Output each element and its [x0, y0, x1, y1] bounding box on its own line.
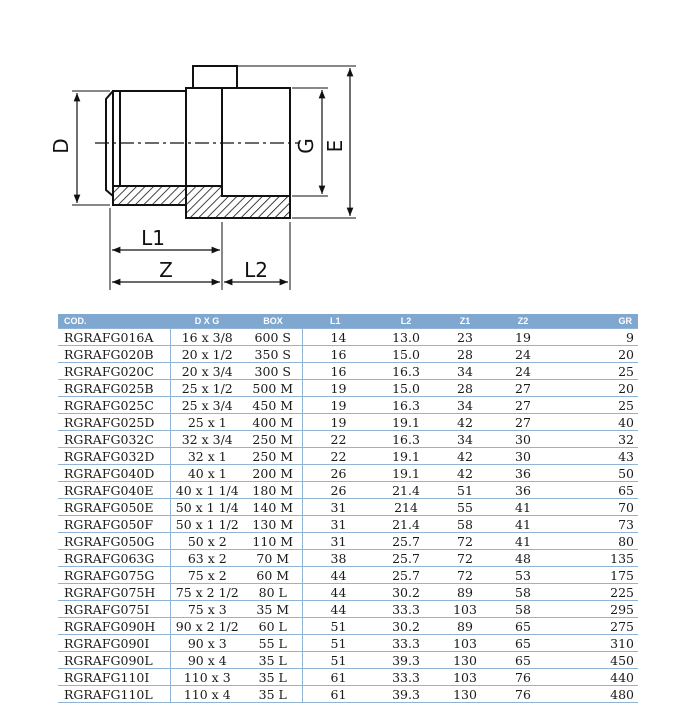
cell-z1: 51 [436, 482, 494, 499]
cell-z2: 58 [494, 601, 552, 618]
cell-cod: RGRAFG050E [58, 499, 170, 516]
reducer-fitting-diagram [0, 0, 700, 310]
table-header-row [58, 314, 638, 329]
cell-z1: 23 [436, 329, 494, 346]
cell-z1: 42 [436, 465, 494, 482]
label-d: D [49, 138, 73, 154]
label-l1: L1 [141, 226, 165, 250]
cell-dxg: 50 x 2 [170, 533, 244, 550]
cell-gr: 32 [552, 431, 638, 448]
cell-gr: 25 [552, 363, 638, 380]
cell-l1: 44 [302, 567, 376, 584]
cell-z2: 41 [494, 499, 552, 516]
cell-dxg: 40 x 1 1/4 [170, 482, 244, 499]
cell-box: 70 M [244, 550, 302, 567]
cell-gr: 20 [552, 380, 638, 397]
cell-box: 300 S [244, 363, 302, 380]
cell-z2: 27 [494, 380, 552, 397]
cell-gr: 65 [552, 482, 638, 499]
header-dxg: D X G [170, 314, 244, 329]
cell-dxg: 63 x 2 [170, 550, 244, 567]
header-gr: GR [552, 314, 638, 329]
cell-box: 35 M [244, 601, 302, 618]
header-cod: COD. [58, 314, 170, 329]
cell-l2: 25.7 [376, 567, 436, 584]
cell-box: 35 L [244, 669, 302, 686]
table-row [58, 516, 638, 533]
cell-l2: 39.3 [376, 686, 436, 703]
cell-z1: 42 [436, 448, 494, 465]
cell-z2: 65 [494, 618, 552, 635]
header-box: BOX [244, 314, 302, 329]
cell-dxg: 50 x 1 1/2 [170, 516, 244, 533]
cell-box: 180 M [244, 482, 302, 499]
cell-z1: 89 [436, 618, 494, 635]
cell-box: 450 M [244, 397, 302, 414]
table-row [58, 601, 638, 618]
cell-dxg: 40 x 1 [170, 465, 244, 482]
cell-z2: 24 [494, 363, 552, 380]
table-row [58, 550, 638, 567]
cell-z1: 34 [436, 431, 494, 448]
cell-box: 55 L [244, 635, 302, 652]
cell-l1: 22 [302, 448, 376, 465]
label-z: Z [159, 258, 173, 282]
cell-l2: 39.3 [376, 652, 436, 669]
table-row [58, 482, 638, 499]
cell-z2: 30 [494, 431, 552, 448]
cell-l1: 16 [302, 346, 376, 363]
cell-box: 350 S [244, 346, 302, 363]
cell-z1: 42 [436, 414, 494, 431]
cell-l1: 38 [302, 550, 376, 567]
header-l2: L2 [376, 314, 436, 329]
cell-l1: 51 [302, 652, 376, 669]
cell-gr: 50 [552, 465, 638, 482]
table-row [58, 329, 638, 346]
cell-gr: 275 [552, 618, 638, 635]
cell-z2: 53 [494, 567, 552, 584]
table-row [58, 618, 638, 635]
cell-gr: 40 [552, 414, 638, 431]
table-row [58, 635, 638, 652]
cell-l1: 31 [302, 499, 376, 516]
cell-z2: 41 [494, 533, 552, 550]
cell-l1: 51 [302, 618, 376, 635]
spec-table [58, 314, 638, 703]
cell-gr: 135 [552, 550, 638, 567]
cell-cod: RGRAFG020B [58, 346, 170, 363]
extension-lines [72, 66, 356, 290]
cell-gr: 295 [552, 601, 638, 618]
cell-box: 250 M [244, 431, 302, 448]
cell-z2: 19 [494, 329, 552, 346]
dimension-lines [77, 68, 350, 282]
cell-l2: 33.3 [376, 669, 436, 686]
cell-z1: 72 [436, 550, 494, 567]
table-row [58, 414, 638, 431]
cell-dxg: 110 x 3 [170, 669, 244, 686]
cell-l1: 19 [302, 414, 376, 431]
cell-z2: 41 [494, 516, 552, 533]
cell-box: 400 M [244, 414, 302, 431]
cell-box: 60 L [244, 618, 302, 635]
cell-cod: RGRAFG040E [58, 482, 170, 499]
cell-z2: 58 [494, 584, 552, 601]
cell-z1: 72 [436, 567, 494, 584]
cell-l1: 31 [302, 516, 376, 533]
cell-l1: 16 [302, 363, 376, 380]
cell-l2: 33.3 [376, 601, 436, 618]
cell-cod: RGRAFG075G [58, 567, 170, 584]
table-row [58, 533, 638, 550]
cell-z2: 36 [494, 465, 552, 482]
cell-l1: 19 [302, 380, 376, 397]
cell-cod: RGRAFG110I [58, 669, 170, 686]
cell-z2: 65 [494, 652, 552, 669]
cell-dxg: 20 x 1/2 [170, 346, 244, 363]
header-z2: Z2 [494, 314, 552, 329]
cell-z1: 89 [436, 584, 494, 601]
cell-gr: 480 [552, 686, 638, 703]
cell-gr: 450 [552, 652, 638, 669]
cell-cod: RGRAFG075H [58, 584, 170, 601]
cell-l2: 33.3 [376, 635, 436, 652]
cell-box: 130 M [244, 516, 302, 533]
cell-box: 110 M [244, 533, 302, 550]
cell-cod: RGRAFG025C [58, 397, 170, 414]
cell-box: 140 M [244, 499, 302, 516]
cell-box: 200 M [244, 465, 302, 482]
table-row [58, 363, 638, 380]
header-l1: L1 [302, 314, 376, 329]
cell-l1: 14 [302, 329, 376, 346]
cell-box: 60 M [244, 567, 302, 584]
cell-box: 600 S [244, 329, 302, 346]
cell-dxg: 90 x 2 1/2 [170, 618, 244, 635]
cell-gr: 175 [552, 567, 638, 584]
cell-l2: 13.0 [376, 329, 436, 346]
cell-gr: 20 [552, 346, 638, 363]
table-row [58, 346, 638, 363]
cell-box: 250 M [244, 448, 302, 465]
cell-cod: RGRAFG110L [58, 686, 170, 703]
cell-z2: 48 [494, 550, 552, 567]
hatched-section [113, 186, 290, 218]
cell-dxg: 75 x 3 [170, 601, 244, 618]
cell-l2: 19.1 [376, 448, 436, 465]
cell-l2: 19.1 [376, 414, 436, 431]
cell-l2: 16.3 [376, 363, 436, 380]
header-z1: Z1 [436, 314, 494, 329]
cell-z1: 130 [436, 652, 494, 669]
cell-z1: 34 [436, 363, 494, 380]
cell-cod: RGRAFG050G [58, 533, 170, 550]
cell-l1: 19 [302, 397, 376, 414]
cell-z1: 103 [436, 669, 494, 686]
cell-z2: 36 [494, 482, 552, 499]
cell-dxg: 25 x 1/2 [170, 380, 244, 397]
cell-cod: RGRAFG090L [58, 652, 170, 669]
cell-z1: 58 [436, 516, 494, 533]
cell-l2: 21.4 [376, 516, 436, 533]
cell-dxg: 16 x 3/8 [170, 329, 244, 346]
table-row [58, 499, 638, 516]
cell-cod: RGRAFG075I [58, 601, 170, 618]
cell-z1: 28 [436, 380, 494, 397]
cell-gr: 440 [552, 669, 638, 686]
cell-box: 500 M [244, 380, 302, 397]
cell-z2: 76 [494, 686, 552, 703]
table-row [58, 380, 638, 397]
cell-l2: 19.1 [376, 465, 436, 482]
cell-z2: 65 [494, 635, 552, 652]
cell-gr: 25 [552, 397, 638, 414]
cell-cod: RGRAFG032C [58, 431, 170, 448]
cell-z1: 72 [436, 533, 494, 550]
cell-cod: RGRAFG025D [58, 414, 170, 431]
cell-dxg: 25 x 1 [170, 414, 244, 431]
cell-cod: RGRAFG032D [58, 448, 170, 465]
cell-z1: 130 [436, 686, 494, 703]
cell-l1: 51 [302, 635, 376, 652]
cell-z1: 28 [436, 346, 494, 363]
cell-gr: 80 [552, 533, 638, 550]
cell-z1: 34 [436, 397, 494, 414]
cell-z1: 55 [436, 499, 494, 516]
cell-gr: 310 [552, 635, 638, 652]
cell-l1: 61 [302, 669, 376, 686]
cell-z2: 27 [494, 414, 552, 431]
table-row [58, 567, 638, 584]
cell-dxg: 90 x 4 [170, 652, 244, 669]
cell-cod: RGRAFG090H [58, 618, 170, 635]
cell-dxg: 110 x 4 [170, 686, 244, 703]
cell-l1: 22 [302, 431, 376, 448]
cell-l1: 26 [302, 482, 376, 499]
table-row [58, 448, 638, 465]
table-body [58, 329, 638, 703]
cell-l2: 16.3 [376, 431, 436, 448]
cell-l2: 15.0 [376, 346, 436, 363]
table-row [58, 652, 638, 669]
cell-z2: 27 [494, 397, 552, 414]
cell-cod: RGRAFG016A [58, 329, 170, 346]
cell-cod: RGRAFG050F [58, 516, 170, 533]
cell-z2: 30 [494, 448, 552, 465]
cell-dxg: 90 x 3 [170, 635, 244, 652]
cell-gr: 70 [552, 499, 638, 516]
cell-l1: 31 [302, 533, 376, 550]
cell-dxg: 50 x 1 1/4 [170, 499, 244, 516]
cell-l2: 15.0 [376, 380, 436, 397]
cell-l2: 21.4 [376, 482, 436, 499]
table-row [58, 584, 638, 601]
cell-gr: 9 [552, 329, 638, 346]
cell-dxg: 75 x 2 [170, 567, 244, 584]
cell-z2: 24 [494, 346, 552, 363]
label-l2: L2 [244, 258, 268, 282]
table-row [58, 431, 638, 448]
cell-l1: 44 [302, 584, 376, 601]
cell-l2: 30.2 [376, 584, 436, 601]
label-e: E [323, 139, 347, 153]
cell-z1: 103 [436, 635, 494, 652]
cell-dxg: 75 x 2 1/2 [170, 584, 244, 601]
cell-l2: 30.2 [376, 618, 436, 635]
cell-l2: 25.7 [376, 533, 436, 550]
cell-dxg: 32 x 1 [170, 448, 244, 465]
cell-l1: 26 [302, 465, 376, 482]
cell-l2: 214 [376, 499, 436, 516]
cell-cod: RGRAFG090I [58, 635, 170, 652]
cell-l1: 44 [302, 601, 376, 618]
cell-cod: RGRAFG040D [58, 465, 170, 482]
table-row [58, 465, 638, 482]
cell-dxg: 25 x 3/4 [170, 397, 244, 414]
cell-box: 80 L [244, 584, 302, 601]
cell-gr: 73 [552, 516, 638, 533]
label-g: G [294, 138, 318, 154]
cell-gr: 43 [552, 448, 638, 465]
table-row [58, 669, 638, 686]
cell-box: 35 L [244, 686, 302, 703]
cell-cod: RGRAFG063G [58, 550, 170, 567]
cell-l2: 25.7 [376, 550, 436, 567]
cell-gr: 225 [552, 584, 638, 601]
cell-box: 35 L [244, 652, 302, 669]
cell-cod: RGRAFG020C [58, 363, 170, 380]
cell-dxg: 20 x 3/4 [170, 363, 244, 380]
cell-cod: RGRAFG025B [58, 380, 170, 397]
table-row [58, 397, 638, 414]
cell-z1: 103 [436, 601, 494, 618]
cell-l2: 16.3 [376, 397, 436, 414]
cell-l1: 61 [302, 686, 376, 703]
cell-dxg: 32 x 3/4 [170, 431, 244, 448]
cell-z2: 76 [494, 669, 552, 686]
